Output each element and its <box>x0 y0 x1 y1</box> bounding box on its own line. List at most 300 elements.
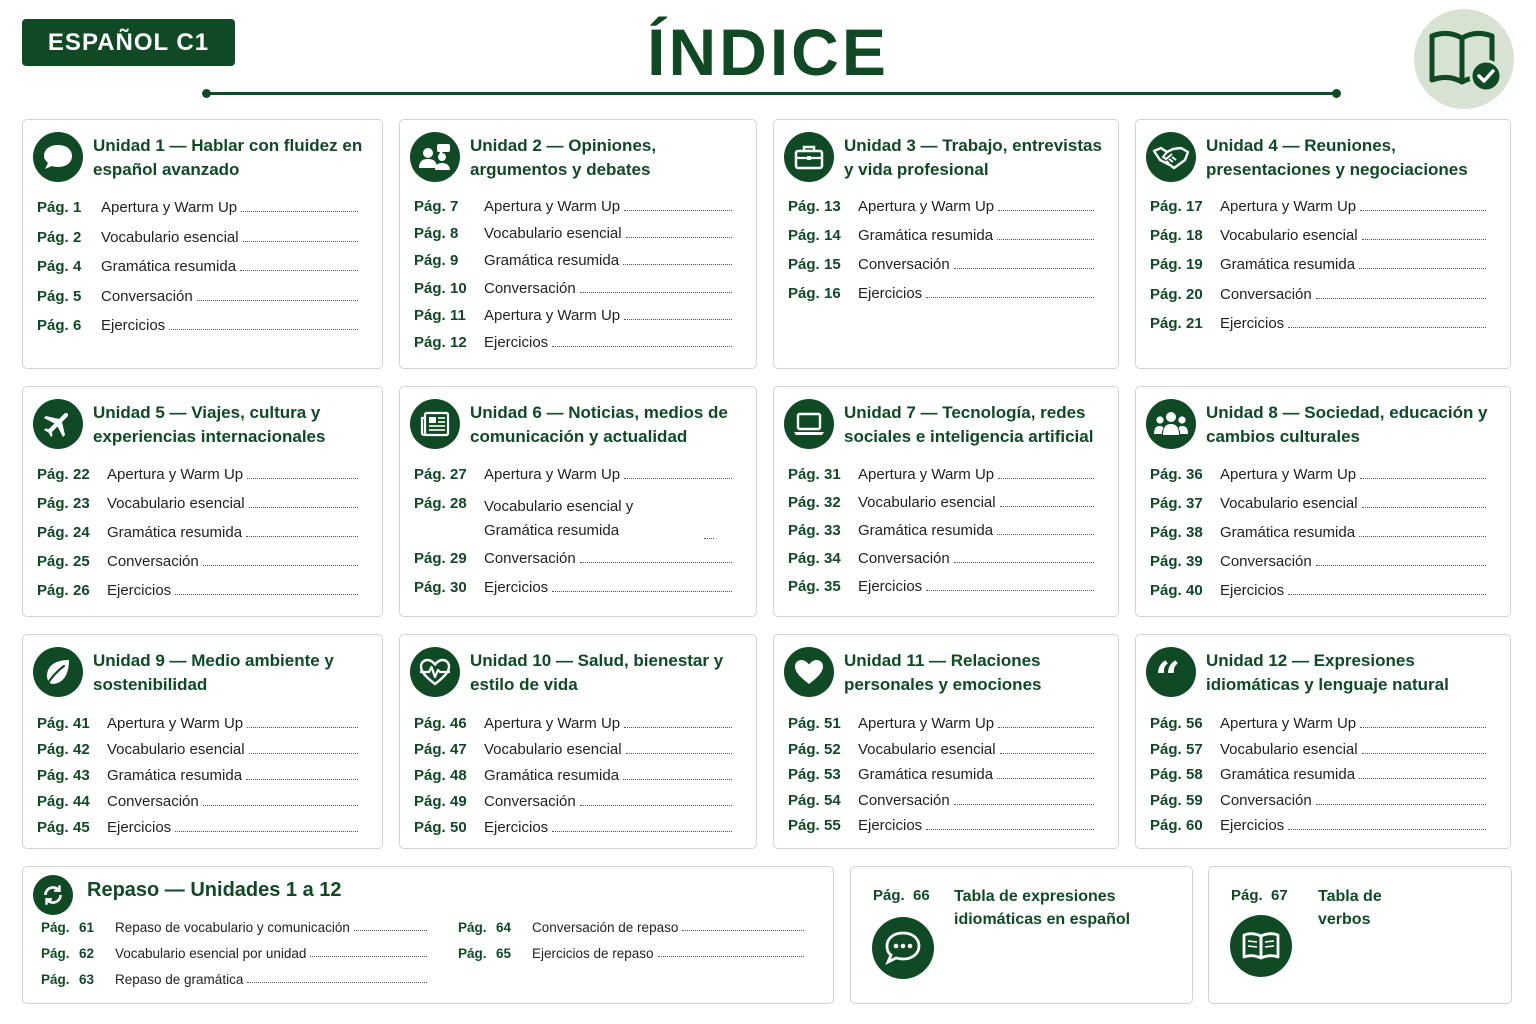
dot-leader <box>954 804 1094 805</box>
toc-entry[interactable] <box>414 307 732 324</box>
svg-text:“: “ <box>1155 657 1181 687</box>
page-label: Pág. <box>37 287 69 305</box>
page-number: 10 <box>450 279 467 297</box>
page-label: Pág. <box>1150 553 1182 570</box>
section-title: Conversación de repaso <box>532 920 679 935</box>
unit-card-4 <box>1135 119 1511 369</box>
section-title: Vocabulario esencial <box>858 494 996 511</box>
page-label: Pág. <box>41 972 70 987</box>
unit-title[interactable]: Unidad 9 — Medio ambiente y sostenibilidad <box>93 651 334 694</box>
page-label: Pág. <box>414 495 446 512</box>
unit-title[interactable]: Unidad 11 — Relaciones personales y emociones <box>844 651 1042 694</box>
page-number: 32 <box>824 494 841 511</box>
unit-contents <box>37 715 358 845</box>
toc-entry[interactable] <box>788 792 1094 809</box>
page-number: 50 <box>450 819 467 836</box>
unit-contents <box>414 715 732 845</box>
toc-entry[interactable] <box>37 582 358 599</box>
section-title: Apertura y Warm Up <box>1220 198 1357 215</box>
page-label: Pág. <box>1150 791 1182 809</box>
toc-entry[interactable] <box>788 817 1094 834</box>
heartbeat-icon <box>410 647 460 697</box>
section-title: Apertura y Warm Up <box>1220 466 1357 483</box>
page-label: Pág. <box>414 306 446 324</box>
dot-leader <box>169 329 358 330</box>
section-title: Ejercicios <box>858 578 923 595</box>
toc-entry[interactable] <box>37 199 358 216</box>
page-number: 31 <box>824 466 841 483</box>
dot-leader <box>247 727 358 728</box>
section-title: Ejercicios <box>1220 314 1285 332</box>
section-title: Vocabulario esencial <box>101 228 239 246</box>
page-number: 8 <box>450 225 459 243</box>
toc-entry[interactable] <box>788 715 1094 732</box>
section-title: Gramática resumida <box>858 522 994 539</box>
page-number: 45 <box>73 819 90 836</box>
dot-leader <box>1316 298 1486 299</box>
page-number: 33 <box>824 522 841 539</box>
page-label: Pág. <box>1150 285 1182 303</box>
unit-title[interactable]: Unidad 6 — Noticias, medios de comunicación y actualidad <box>470 403 728 446</box>
toc-entry[interactable] <box>37 524 358 541</box>
toc-entry[interactable] <box>37 553 358 570</box>
unit-title[interactable]: Unidad 1 — Hablar con fluidez en español avanzado <box>93 136 363 179</box>
section-title: Apertura y Warm Up <box>484 715 621 732</box>
page-number: 56 <box>1186 715 1203 732</box>
unit-title[interactable]: Unidad 7 — Tecnología, redes sociales e inteligencia artificial <box>844 403 1094 446</box>
toc-entry[interactable] <box>788 741 1094 758</box>
page-number: 64 <box>496 920 512 935</box>
page-label: Pág. <box>873 887 905 904</box>
dot-leader <box>1316 804 1486 805</box>
section-title: Ejercicios <box>101 317 166 334</box>
toc-entry[interactable] <box>1150 553 1486 570</box>
toc-entry[interactable] <box>788 494 1094 511</box>
page-label: Pág. <box>414 198 446 215</box>
unit-title[interactable]: Unidad 12 — Expresiones idiomáticas y lenguaje natural <box>1206 651 1449 694</box>
toc-entry[interactable] <box>788 256 1094 273</box>
dot-leader <box>1359 536 1486 537</box>
verb-table-card <box>1208 866 1512 1004</box>
dot-leader <box>203 565 358 566</box>
page-label: Pág. <box>414 225 446 243</box>
page-number: 25 <box>73 553 90 570</box>
toc-entry[interactable] <box>37 229 358 246</box>
page-label: Pág. <box>37 199 69 216</box>
unit-contents <box>1150 198 1486 344</box>
toc-entry[interactable] <box>414 198 732 215</box>
dot-leader <box>997 239 1094 240</box>
unit-title[interactable]: Unidad 4 — Reuniones, presentaciones y negociaciones <box>1206 136 1468 179</box>
page-label: Pág. <box>414 466 446 483</box>
page-label: Pág. <box>1150 715 1182 732</box>
toc-entry[interactable] <box>1150 286 1486 303</box>
dot-leader <box>623 779 732 780</box>
page-label: Pág. <box>414 550 446 568</box>
page-label: Pág. <box>37 495 69 512</box>
review-entry[interactable] <box>458 946 804 961</box>
verb-table-title: Tabla de verbos <box>1318 888 1382 928</box>
section-title: Gramática resumida <box>107 524 243 541</box>
toc-entry[interactable] <box>37 793 358 810</box>
section-title: Conversación <box>484 279 576 297</box>
page-label: Pág. <box>37 741 69 758</box>
dot-leader <box>1000 506 1094 507</box>
toc-entry[interactable] <box>1150 792 1486 809</box>
section-title: Vocabulario esencial <box>1220 227 1358 245</box>
review-entry[interactable] <box>41 920 427 935</box>
dot-leader <box>1000 753 1094 754</box>
dot-leader <box>247 982 427 983</box>
section-title: Conversación <box>858 550 950 567</box>
idioms-table-title: Tabla de expresiones idiomáticas en español <box>954 888 1131 928</box>
dot-leader <box>1362 753 1486 754</box>
toc-entry[interactable] <box>37 317 358 334</box>
page-label: Pág. <box>1150 524 1182 541</box>
page-number: 40 <box>1186 582 1203 599</box>
newspaper-icon <box>410 399 460 449</box>
page-number: 18 <box>1186 227 1203 245</box>
page-label: Pág. <box>788 494 820 511</box>
page-label: Pág. <box>788 285 820 302</box>
toc-entry[interactable] <box>37 819 358 836</box>
toc-entry[interactable] <box>414 466 732 483</box>
dot-leader <box>954 268 1094 269</box>
section-title: Ejercicios <box>1220 817 1285 834</box>
section-title: Apertura y Warm Up <box>101 199 238 216</box>
page-number: 54 <box>824 791 841 809</box>
toc-entry[interactable] <box>788 466 1094 483</box>
refresh-icon <box>33 875 73 915</box>
page-number: 29 <box>450 550 467 568</box>
page-number: 30 <box>450 579 467 597</box>
section-title: Vocabulario esencial <box>858 740 996 758</box>
handshake-icon <box>1146 132 1196 182</box>
section-title: Ejercicios <box>858 817 923 834</box>
section-title: Conversación <box>858 256 950 273</box>
section-title: Apertura y Warm Up <box>107 466 244 483</box>
page-label: Pág. <box>37 715 69 732</box>
unit-card-12 <box>1135 634 1511 849</box>
dot-leader <box>926 297 1094 298</box>
page-label: Pág. <box>1150 466 1182 483</box>
page-label: Pág. <box>414 252 446 270</box>
toc-entry[interactable] <box>414 550 732 567</box>
page-label: Pág. <box>1150 495 1182 512</box>
dot-leader <box>954 562 1094 563</box>
dot-leader <box>624 727 732 728</box>
section-title: Conversación <box>484 793 576 810</box>
page-number: 57 <box>1186 740 1203 758</box>
toc-entry[interactable] <box>37 495 358 512</box>
page-number: 2 <box>73 228 82 246</box>
section-title: Ejercicios <box>484 579 549 597</box>
dot-leader <box>626 237 732 238</box>
toc-entry[interactable] <box>1150 817 1486 834</box>
page-number: 27 <box>450 466 467 483</box>
section-title: Conversación <box>1220 285 1312 303</box>
page-label: Pág. <box>37 317 69 334</box>
section-title: Vocabulario esencial por unidad <box>115 946 307 961</box>
dot-leader <box>175 594 358 595</box>
page-label: Pág. <box>41 920 70 935</box>
page-label: Pág. <box>788 198 820 215</box>
section-title: Gramática resumida <box>1220 524 1356 541</box>
page-number: 55 <box>824 817 841 834</box>
page-number: 11 <box>450 306 466 324</box>
section-title: Apertura y Warm Up <box>1220 715 1357 732</box>
page-number: 19 <box>1186 256 1203 274</box>
section-title: Ejercicios <box>858 285 923 302</box>
toc-entry[interactable] <box>788 578 1094 595</box>
toc-entry[interactable] <box>1150 466 1486 483</box>
section-title: Repaso de vocabulario y comunicación <box>115 920 350 935</box>
page-label: Pág. <box>458 946 487 961</box>
unit-card-9 <box>22 634 383 849</box>
unit-card-7 <box>773 386 1119 617</box>
page-number: 61 <box>79 920 95 935</box>
page-number: 5 <box>73 287 82 305</box>
toc-entry[interactable] <box>788 550 1094 567</box>
quote-icon <box>1146 647 1196 697</box>
page-label: Pág. <box>788 466 820 483</box>
unit-title[interactable]: Unidad 8 — Sociedad, educación y cambios culturales <box>1206 403 1488 446</box>
page-number: 63 <box>79 972 95 987</box>
toc-entry[interactable] <box>414 280 732 297</box>
page-label: Pág. <box>37 524 69 541</box>
toc-entry[interactable] <box>414 334 732 351</box>
toc-entry[interactable] <box>414 495 732 543</box>
toc-entry[interactable] <box>1150 495 1486 512</box>
page-label: Pág. <box>1150 582 1182 599</box>
page-label: Pág. <box>788 766 820 783</box>
toc-entry[interactable] <box>37 288 358 305</box>
section-title: Gramática resumida <box>858 766 994 783</box>
page-label: Pág. <box>414 793 446 810</box>
section-title: Vocabulario esencial <box>107 741 245 758</box>
page-number: 46 <box>450 715 467 732</box>
dot-leader <box>552 346 732 347</box>
page-label: Pág. <box>414 819 446 836</box>
page-number: 43 <box>73 767 90 784</box>
unit-title[interactable]: Unidad 2 — Opiniones, argumentos y debates <box>470 136 657 179</box>
dot-leader <box>552 831 732 832</box>
page-label: Pág. <box>414 333 446 351</box>
toc-entry[interactable] <box>37 258 358 275</box>
section-title: Gramática resumida <box>107 767 243 784</box>
page-label: Pág. <box>788 227 820 244</box>
page-number: 4 <box>73 258 82 275</box>
unit-title[interactable]: Unidad 3 — Trabajo, entrevistas y vida profesional <box>844 136 1102 179</box>
toc-entry[interactable] <box>414 767 732 784</box>
toc-entry[interactable] <box>1150 227 1486 244</box>
section-title: Conversación <box>484 550 576 568</box>
toc-entry[interactable] <box>37 767 358 784</box>
page-number: 16 <box>824 285 841 302</box>
page-number: 6 <box>73 317 82 334</box>
page-label: Pág. <box>1150 314 1182 332</box>
toc-entry[interactable] <box>414 819 732 836</box>
page-number: 38 <box>1186 524 1203 541</box>
title-divider <box>205 92 1338 95</box>
unit-contents <box>37 199 358 347</box>
open-book-icon <box>1230 915 1292 977</box>
page-label: Pág. <box>788 256 820 273</box>
review-entry[interactable] <box>41 946 427 961</box>
toc-entry[interactable] <box>414 793 732 810</box>
toc-entry[interactable] <box>37 715 358 732</box>
page-number: 34 <box>824 550 841 567</box>
toc-entry[interactable] <box>788 285 1094 302</box>
dot-leader <box>926 590 1094 591</box>
toc-entry[interactable] <box>1150 766 1486 783</box>
unit-card-3 <box>773 119 1119 369</box>
level-badge-text: ESPAÑOL C1 <box>47 28 210 56</box>
toc-entry[interactable] <box>414 715 732 732</box>
toc-entry[interactable] <box>1150 256 1486 273</box>
page-number: 1 <box>73 199 82 216</box>
dot-leader <box>926 829 1094 830</box>
dot-leader <box>626 753 732 754</box>
section-title: Gramática resumida <box>858 227 994 244</box>
page-number: 39 <box>1186 553 1203 570</box>
toc-entry[interactable] <box>1150 715 1486 732</box>
page-number: 41 <box>73 715 90 732</box>
toc-entry[interactable] <box>788 198 1094 215</box>
unit-contents <box>788 466 1094 606</box>
dot-leader <box>998 727 1094 728</box>
unit-card-6 <box>399 386 757 617</box>
unit-contents <box>1150 715 1486 843</box>
page-number: 36 <box>1186 466 1203 483</box>
page-label: Pág. <box>414 741 446 758</box>
page-number: 47 <box>450 741 467 758</box>
toc-entry[interactable] <box>1150 315 1486 332</box>
page-label: Pág. <box>788 817 820 834</box>
dot-leader <box>1360 210 1486 211</box>
dot-leader <box>197 300 358 301</box>
section-title: Ejercicios <box>484 819 549 836</box>
page-label: Pág. <box>37 767 69 784</box>
page-number: 60 <box>1186 817 1203 834</box>
toc-entry[interactable] <box>1150 524 1486 541</box>
dot-leader <box>240 270 358 271</box>
dot-leader <box>1288 594 1486 595</box>
unit-title[interactable]: Unidad 10 — Salud, bienestar y estilo de vida <box>470 651 724 694</box>
review-card <box>22 866 834 1004</box>
dot-leader <box>580 292 732 293</box>
page-number: 42 <box>73 741 90 758</box>
dot-leader <box>175 831 358 832</box>
section-title: Conversación <box>107 553 199 570</box>
toc-entry[interactable] <box>788 522 1094 539</box>
unit-card-2 <box>399 119 757 369</box>
page-number: 14 <box>824 227 841 244</box>
dot-leader <box>246 779 358 780</box>
page-label: Pág. <box>1150 198 1182 215</box>
unit-contents <box>414 466 732 608</box>
page-label: Pág. <box>788 740 820 758</box>
toc-entry[interactable] <box>1150 198 1486 215</box>
section-title: Gramática resumida <box>1220 256 1356 274</box>
section-title: Apertura y Warm Up <box>484 198 621 215</box>
page-label: Pág. <box>37 466 69 483</box>
toc-entry[interactable] <box>37 741 358 758</box>
book-check-icon <box>1414 9 1514 109</box>
page-number: 26 <box>73 582 90 599</box>
page-label: Pág. <box>1150 256 1182 274</box>
dot-leader <box>1359 268 1486 269</box>
toc-entry[interactable] <box>414 225 732 242</box>
page-label: Pág. <box>37 582 69 599</box>
page-label: Pág. <box>414 767 446 784</box>
toc-entry[interactable] <box>37 466 358 483</box>
unit-contents <box>788 715 1094 843</box>
section-title: Ejercicios <box>1220 582 1285 599</box>
page-number: 52 <box>824 740 841 758</box>
toc-entry[interactable] <box>1150 582 1486 599</box>
airplane-icon <box>33 399 83 449</box>
dot-leader <box>1360 727 1486 728</box>
section-title: Gramática resumida <box>484 767 620 784</box>
toc-entry[interactable] <box>788 227 1094 244</box>
section-title: Conversación <box>107 793 199 810</box>
unit-card-11 <box>773 634 1119 849</box>
toc-entry[interactable] <box>414 741 732 758</box>
dot-leader <box>1360 478 1486 479</box>
section-title: Conversación <box>858 791 950 809</box>
review-entry[interactable] <box>41 972 427 987</box>
toc-entry[interactable] <box>788 766 1094 783</box>
toc-entry[interactable] <box>1150 741 1486 758</box>
page-number: 37 <box>1186 495 1203 512</box>
page-label: Pág. <box>788 791 820 809</box>
dot-leader <box>249 507 358 508</box>
unit-contents <box>788 198 1094 314</box>
page-label: Pág. <box>37 819 69 836</box>
page-label: Pág. <box>414 715 446 732</box>
dot-leader <box>997 778 1094 779</box>
page-label: Pág. <box>788 550 820 567</box>
idioms-page-number: 66 <box>913 887 930 904</box>
page-label: Pág. <box>788 715 820 732</box>
dot-leader <box>624 478 732 479</box>
page-number: 59 <box>1186 791 1203 809</box>
section-title: Vocabulario esencial <box>1220 740 1358 758</box>
page-label: Pág. <box>1150 740 1182 758</box>
unit-title[interactable]: Unidad 5 — Viajes, cultura y experiencias internacionales <box>93 403 326 446</box>
laptop-icon <box>784 399 834 449</box>
page-number: 49 <box>450 793 467 810</box>
section-title: Vocabulario esencial <box>484 741 622 758</box>
page-number: 17 <box>1186 198 1203 215</box>
section-title: Apertura y Warm Up <box>484 466 621 483</box>
review-entry[interactable] <box>458 920 804 935</box>
page-label: Pág. <box>1150 766 1182 783</box>
dot-leader <box>310 956 427 957</box>
section-title: Apertura y Warm Up <box>858 466 995 483</box>
section-title: Vocabulario esencial <box>484 225 622 243</box>
toc-entry[interactable] <box>414 579 732 596</box>
section-title: Apertura y Warm Up <box>858 715 995 732</box>
dot-leader <box>247 478 358 479</box>
toc-entry[interactable] <box>414 252 732 269</box>
section-title: Vocabulario esencial <box>1220 495 1358 512</box>
leaf-icon <box>33 647 83 697</box>
dot-leader <box>580 562 732 563</box>
page-label: Pág. <box>1150 227 1182 245</box>
speech-bubble-icon <box>33 132 83 182</box>
